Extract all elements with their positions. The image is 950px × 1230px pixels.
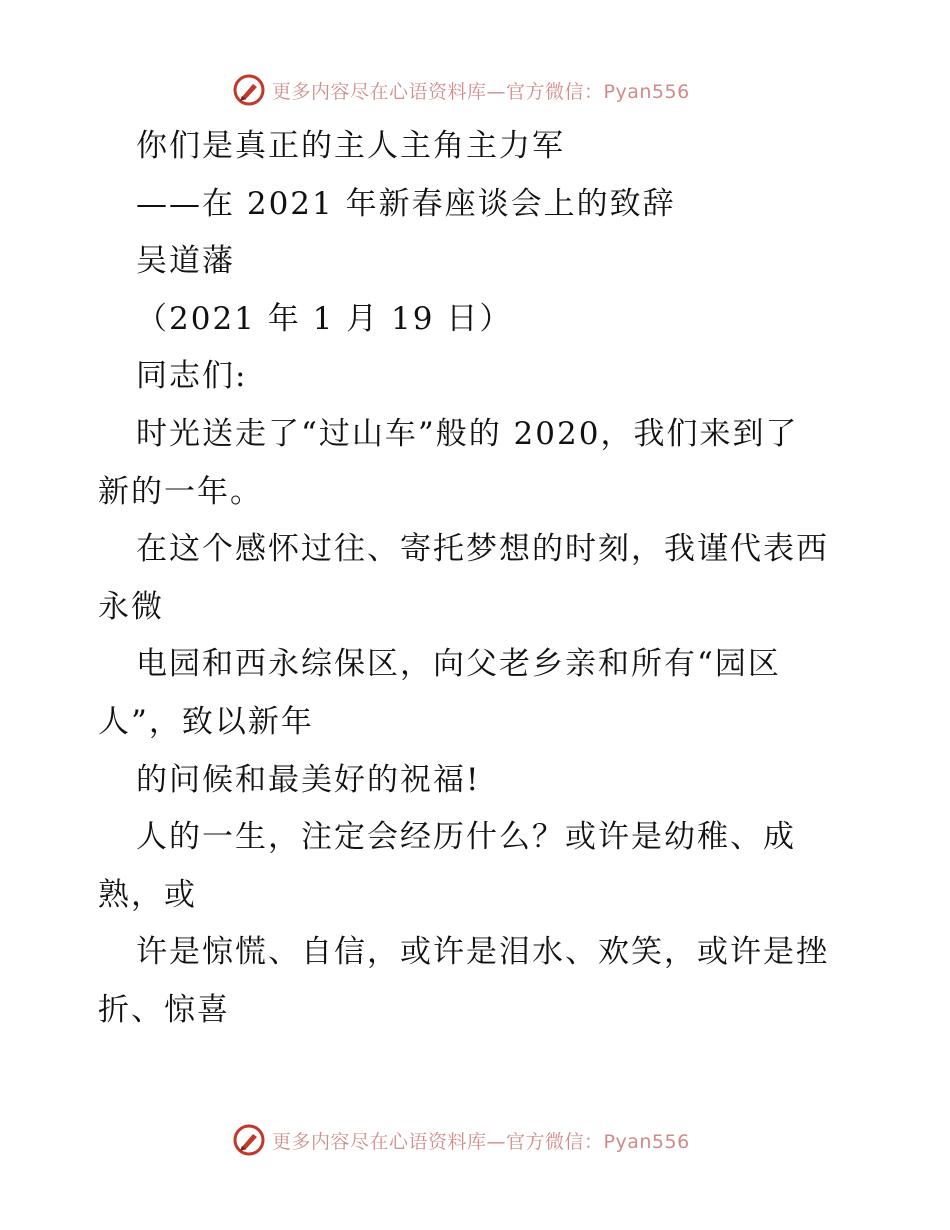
body-line: 新的一年。 [98,473,263,510]
body-line: 在这个感怀过往、寄托梦想的时刻，我谨代表西 [136,531,829,568]
watermark-text: 更多内容尽在心语资料库—官方微信：Pyan556 [272,1130,690,1153]
document-subtitle: ——在 2021 年新春座谈会上的致辞 [136,185,676,222]
body-line: 电园和西永综保区，向父老乡亲和所有“园区 [136,646,781,683]
body-line: 永微 [98,588,164,625]
footer-watermark-banner [232,1122,752,1158]
pen-circle-logo-icon [232,1123,266,1157]
body-line: 熟，或 [98,876,197,913]
body-line: 的问候和最美好的祝福! [136,761,481,798]
speech-date: （2021 年 1 月 19 日） [136,300,513,337]
document-body [98,118,858,1040]
document-title: 你们是真正的主人主角主力军 [136,128,565,164]
body-line: 折、惊喜 [98,991,230,1028]
body-line: 人”，致以新年 [98,703,314,740]
body-line: 许是惊慌、自信，或许是泪水、欢笑，或许是挫 [136,934,829,971]
pen-circle-logo-icon [232,73,266,107]
author-name: 吴道藩 [136,243,235,280]
header-watermark-banner [232,72,752,108]
watermark-text: 更多内容尽在心语资料库—官方微信：Pyan556 [272,80,690,103]
salutation: 同志们: [136,358,248,395]
body-line: 时光送走了“过山车”般的 2020，我们来到了 [136,415,799,452]
body-line: 人的一生，注定会经历什么？或许是幼稚、成 [136,819,796,856]
